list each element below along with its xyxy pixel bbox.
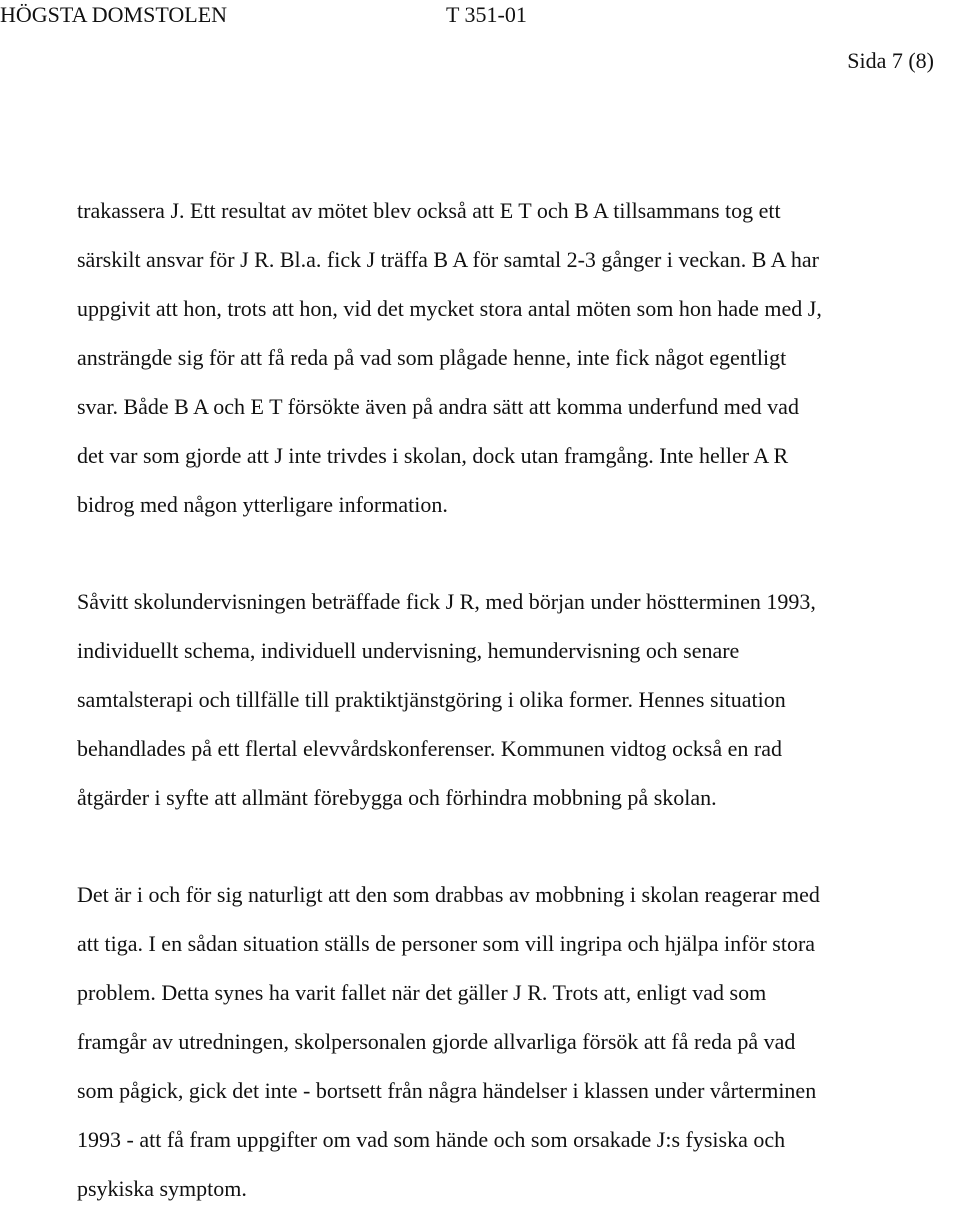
text-line: trakassera J. Ett resultat av mötet blev också att E T och B A tillsammans tog ett xyxy=(77,198,781,223)
text-line: åtgärder i syfte att allmänt förebygga och förhindra mobbning på skolan. xyxy=(77,785,717,810)
body-text xyxy=(77,186,960,1213)
text-line: bidrog med någon ytterligare information. xyxy=(77,492,448,517)
text-line: det var som gjorde att J inte trivdes i skolan, dock utan framgång. Inte heller A R xyxy=(77,443,789,468)
text-line: samtalsterapi och tillfälle till praktiktjänstgöring i olika former. Hennes situation xyxy=(77,687,786,712)
text-line: individuellt schema, individuell undervisning, hemundervisning och senare xyxy=(77,638,740,663)
text-line: ansträngde sig för att få reda på vad som plågade henne, inte fick något egentligt xyxy=(77,345,787,370)
case-number: T 351-01 xyxy=(446,2,527,27)
court-name: HÖGSTA DOMSTOLEN xyxy=(0,2,228,27)
paragraph xyxy=(77,577,960,822)
paragraph xyxy=(77,186,960,529)
text-line: Såvitt skolundervisningen beträffade fick J R, med början under höstterminen 1993, xyxy=(77,589,816,614)
text-line: svar. Både B A och E T försökte även på andra sätt att komma underfund med vad xyxy=(77,394,799,419)
text-line: uppgivit att hon, trots att hon, vid det mycket stora antal möten som hon hade med J, xyxy=(77,296,822,321)
text-line: Det är i och för sig naturligt att den som drabbas av mobbning i skolan reagerar med xyxy=(77,882,820,907)
text-line: särskilt ansvar för J R. Bl.a. fick J träffa B A för samtal 2-3 gånger i veckan. B A har xyxy=(77,247,819,272)
text-line: som pågick, gick det inte - bortsett från några händelser i klassen under vårterminen xyxy=(77,1078,817,1103)
page-header xyxy=(0,0,960,40)
page-number: Sida 7 (8) xyxy=(847,48,934,73)
text-line: problem. Detta synes ha varit fallet när det gäller J R. Trots att, enligt vad som xyxy=(77,980,767,1005)
text-line: 1993 - att få fram uppgifter om vad som hände och som orsakade J:s fysiska och xyxy=(77,1127,786,1152)
text-line: att tiga. I en sådan situation ställs de personer som vill ingripa och hjälpa inför stora xyxy=(77,931,816,956)
text-line: behandlades på ett flertal elevvårdskonferenser. Kommunen vidtog också en rad xyxy=(77,736,782,761)
paragraph xyxy=(77,870,960,1213)
text-line: psykiska symptom. xyxy=(77,1176,247,1201)
text-line: framgår av utredningen, skolpersonalen gjorde allvarliga försök att få reda på vad xyxy=(77,1029,796,1054)
